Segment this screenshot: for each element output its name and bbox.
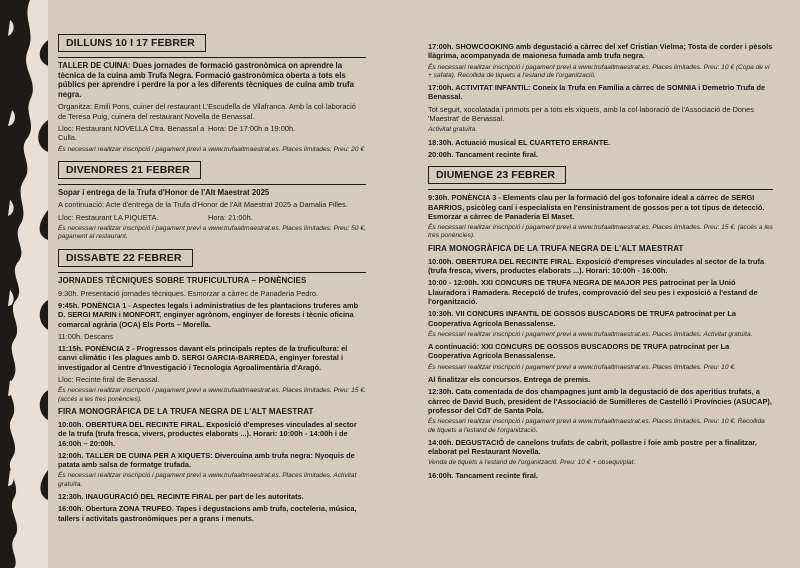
event-note: És necessari realitzar inscripció i pagament previ a www.trufaaltmaestrat.es. Places limitades. Preu: 10 €. <box>428 363 736 371</box>
right-column <box>428 42 773 486</box>
event-note: Venda de tiquets a l'estand de l'organització. Preu: 10 € + obsequi/plat. <box>428 459 636 467</box>
event-text: A continuació: Acte d'entrega de la Trufa d'Honor de l'Alt Maestrat 2025 a Damalia Filles. <box>58 200 348 210</box>
list-item: 12:00h. TALLER DE CUINA PER A XIQUETS: Divercuina amb trufa negra: Nyoquis de patata amb salsa de formatge trufada. <box>58 450 355 470</box>
event-note: És necessari realitzar inscripció i pagament previ a www.trufaaltmaestrat.es. Places limitades. Preu: 50 €, pagament al restaurant. <box>58 225 366 241</box>
list-item: 18:30h. Actuació musical EL CUARTETO ERRANTE. <box>428 137 611 147</box>
left-column <box>58 33 366 529</box>
list-item: 17:00h. ACTIVITAT INFANTIL: Coneix la Trufa en Família a càrrec de SOMNIA i Demetrio Trufa de Benassal. <box>428 83 766 102</box>
day-heading: DISSABTE 22 FEBRER <box>58 249 193 267</box>
list-item: 10:30h. VII CONCURS INFANTIL DE GOSSOS BUSCADORS DE TRUFA patrocinat per La Cooperativa Agrícola Benassalense. <box>428 309 736 328</box>
event-note: És necessari realitzar inscripció i pagament previ a www.trufaaltmaestrat.es. Places limitades. Activitat gratuïta. <box>428 330 753 338</box>
list-item: 17:00h. SHOWCOOKING amb degustació a càrrec del xef Cristian Vielma; Tosta de corder i pèsols llàgrima, acompanyada de maionesa fumada amb trufa negra. <box>428 42 773 61</box>
list-item: 9:30h. Presentació jornades tècniques. Esmorzar a càrrec de Panaderia Pedro. <box>58 288 319 298</box>
section-heading: FIRA MONOGRÀFICA DE LA TRUFA NEGRA DE L'ALT MAESTRAT <box>428 243 684 253</box>
list-item: 16:00h. Tancament recinte firal. <box>428 470 538 480</box>
list-item: 12:30h. INAUGURACIÓ DEL RECINTE FIRAL per part de les autoritats. <box>58 491 304 501</box>
sunday-section <box>428 165 773 480</box>
list-item: 9:30h. PONÈNCIA 3 - Elements clau per la formació del gos tofonaire ideal a càrrec de SERGI BARRIOS, psicòleg caní i especialista en l'ensinistrament de gossos per a tot tipus de detecció. Esmorzar a càrrec de Panaderia El Maset. <box>428 193 765 221</box>
truffle-pattern-graphic <box>0 0 48 568</box>
divider <box>58 272 366 273</box>
event-note: És necessari realitzar inscripció i pagament previ a www.trufaaltmaestrat.es. Places limitades. Preu: 10 €. Recollida de tiquets a l'estand de l'organització. <box>428 418 765 434</box>
list-item: 14:00h. DEGUSTACIÓ de canelons trufats de cabrit, pollastre i foie amb postre per a finalitzar, elaborat pel Restaurant Novella. <box>428 437 757 457</box>
event-title: TALLER DE CUINA: Dues jornades de formació gastronòmica on aprendre la tècnica de la cuina amb Trufa Negra. Formació gastronòmica oberta a tots els públics per aprendre i perdre la por a les diferents tècniques de cuina amb trufa negra. <box>58 61 354 99</box>
section-heading: JORNADES TÈCNIQUES SOBRE TRUFICULTURA – PONÈNCIES <box>58 275 307 285</box>
list-item: 11:15h. PONÈNCIA 2 - Progressos davant els principals reptes de la truficultura: el canvi climàtic i les plagues amb D. SERGI GARCIA-BARREDA, enginyer forestal i investigador al Centre d'Investigació i Tecnologia Agroalimentària d'Aragó. <box>58 344 348 372</box>
event-organizer: Organitza: Emili Pons, cuiner del restaurant L'Escudella de Vilafranca. Amb la col·laboració de Teresa Puig, cuinera del restaurant Novella de Benassal. <box>58 102 356 121</box>
divider <box>58 57 366 58</box>
event-note: Activitat gratuïta. <box>428 126 478 134</box>
friday-section <box>58 160 366 242</box>
list-item: Al finalitzar els concursos. Entrega de premis. <box>428 375 591 385</box>
event-note: És necessari realitzar inscripció i pagament previ a www.trufaaltmaestrat.es. Places limitades. Preu: 10 € (Copa de vi + safata). Recollida de tiquets a l'estand de l'organització. <box>428 63 770 79</box>
day-heading: DILLUNS 10 I 17 FEBRER <box>58 34 206 52</box>
day-heading: DIVENDRES 21 FEBRER <box>58 161 201 179</box>
list-item: 9:45h. PONÈNCIA 1 - Aspectes legals i administratius de les plantacions truferes amb D. SERGI MARIN i MONFORT, enginyer agrònom, enginyer de forests i tècnic oficina comarcal agrària (OCA) Els Ports – Morella. <box>58 300 359 329</box>
section-heading: FIRA MONOGRÀFICA DE LA TRUFA NEGRA DE L'ALT MAESTRAT <box>58 406 314 416</box>
event-note: És necessari realitzar inscripció i pagament previ a www.trufaaltmaestrat.es. Places limitades. Activitat gratuïta. <box>58 472 357 488</box>
list-item: Lloc: Recinte firal de Benassal. <box>58 375 160 385</box>
list-item: 20:00h. Tancament recinte firal. <box>428 149 538 159</box>
event-place-time: Lloc: Restaurant NOVELLA Ctra. Benassal a Culla. Hora: De 17:00h a 19:00h. <box>58 123 296 143</box>
event-place-time: Lloc: Restaurant LA PIQUETA. Hora: 21:00h. <box>58 212 253 222</box>
list-item: 10:00 - 12:00h. XXI CONCURS DE TRUFA NEGRA DE MAJOR PES patrocinat per la Unió Llauradora i Ramadera. Recepció de trufes, comprovació del seu pes i exposició a l'estand de l'organització. <box>428 278 758 306</box>
event-note: És necessari realitzar inscripció i pagament previ a www.trufaaltmaestrat.es. Places limitades. Preu: 15 €. (accés a les tres ponències). <box>428 224 773 240</box>
divider <box>58 184 366 185</box>
list-item: Tot seguit, xocolatada i primots per a tots els xiquets, amb la col·laboració de l'Associació de Dones 'Maestrat' de Benassal. <box>428 104 754 124</box>
day-heading: DIUMENGE 23 FEBRER <box>428 166 566 184</box>
event-title: Sopar i entrega de la Trufa d'Honor de l'Alt Maestrat 2025 <box>58 187 270 197</box>
list-item: A continuació: XXI CONCURS DE GOSSOS BUSCADORS DE TRUFA patrocinat per La Cooperativa Agrícola Benassalense. <box>428 342 730 361</box>
list-item: 16:00h. Obertura ZONA TRUFEO. Tapes i degustacions amb trufa, cocteleria, música, tallers i activitats gastronòmiques per a grans i menuts. <box>58 504 357 523</box>
monday-section <box>58 33 366 154</box>
list-item: 12:30h. Cata comentada de dos champagnes junt amb la degustació de dos aperitius trufats, a càrrec de David Buch, president de l'Associació de Sumilleres de Castelló i Províncies (ASUCAP), professor del CdT de Santa Pola. <box>428 387 772 415</box>
decorative-pattern-strip <box>0 0 48 568</box>
event-note: És necessari realitzar inscripció i pagament previ a www.trufaaltmaestrat.es. Places limitades. Preu: 15 €. (accés a les tres ponències). <box>58 387 366 403</box>
saturday-continued <box>428 42 773 159</box>
event-note: És necessari realitzar inscripció i pagament previ a www.trufaaltmaestrat.es. Places limitades. Preu: 20 € <box>58 145 365 153</box>
divider <box>428 189 773 190</box>
list-item: 10:00h. OBERTURA DEL RECINTE FIRAL. Exposició d'empreses vinculades al sector de la trufa (trufa fresca, vivers, productes elaborats ...). Horari: 10:00h - 16:00h. <box>428 256 765 276</box>
list-item: 11:00h. Descans <box>58 331 113 341</box>
saturday-section <box>58 248 366 523</box>
list-item: 10:00h. OBERTURA DEL RECINTE FIRAL. Exposició d'empreses vinculades al sector de la trufa (trufa fresca, vivers, productes elaborats ...). Horari: 10:00h - 14:00h i de 16:00h – 20:00h. <box>58 419 357 448</box>
